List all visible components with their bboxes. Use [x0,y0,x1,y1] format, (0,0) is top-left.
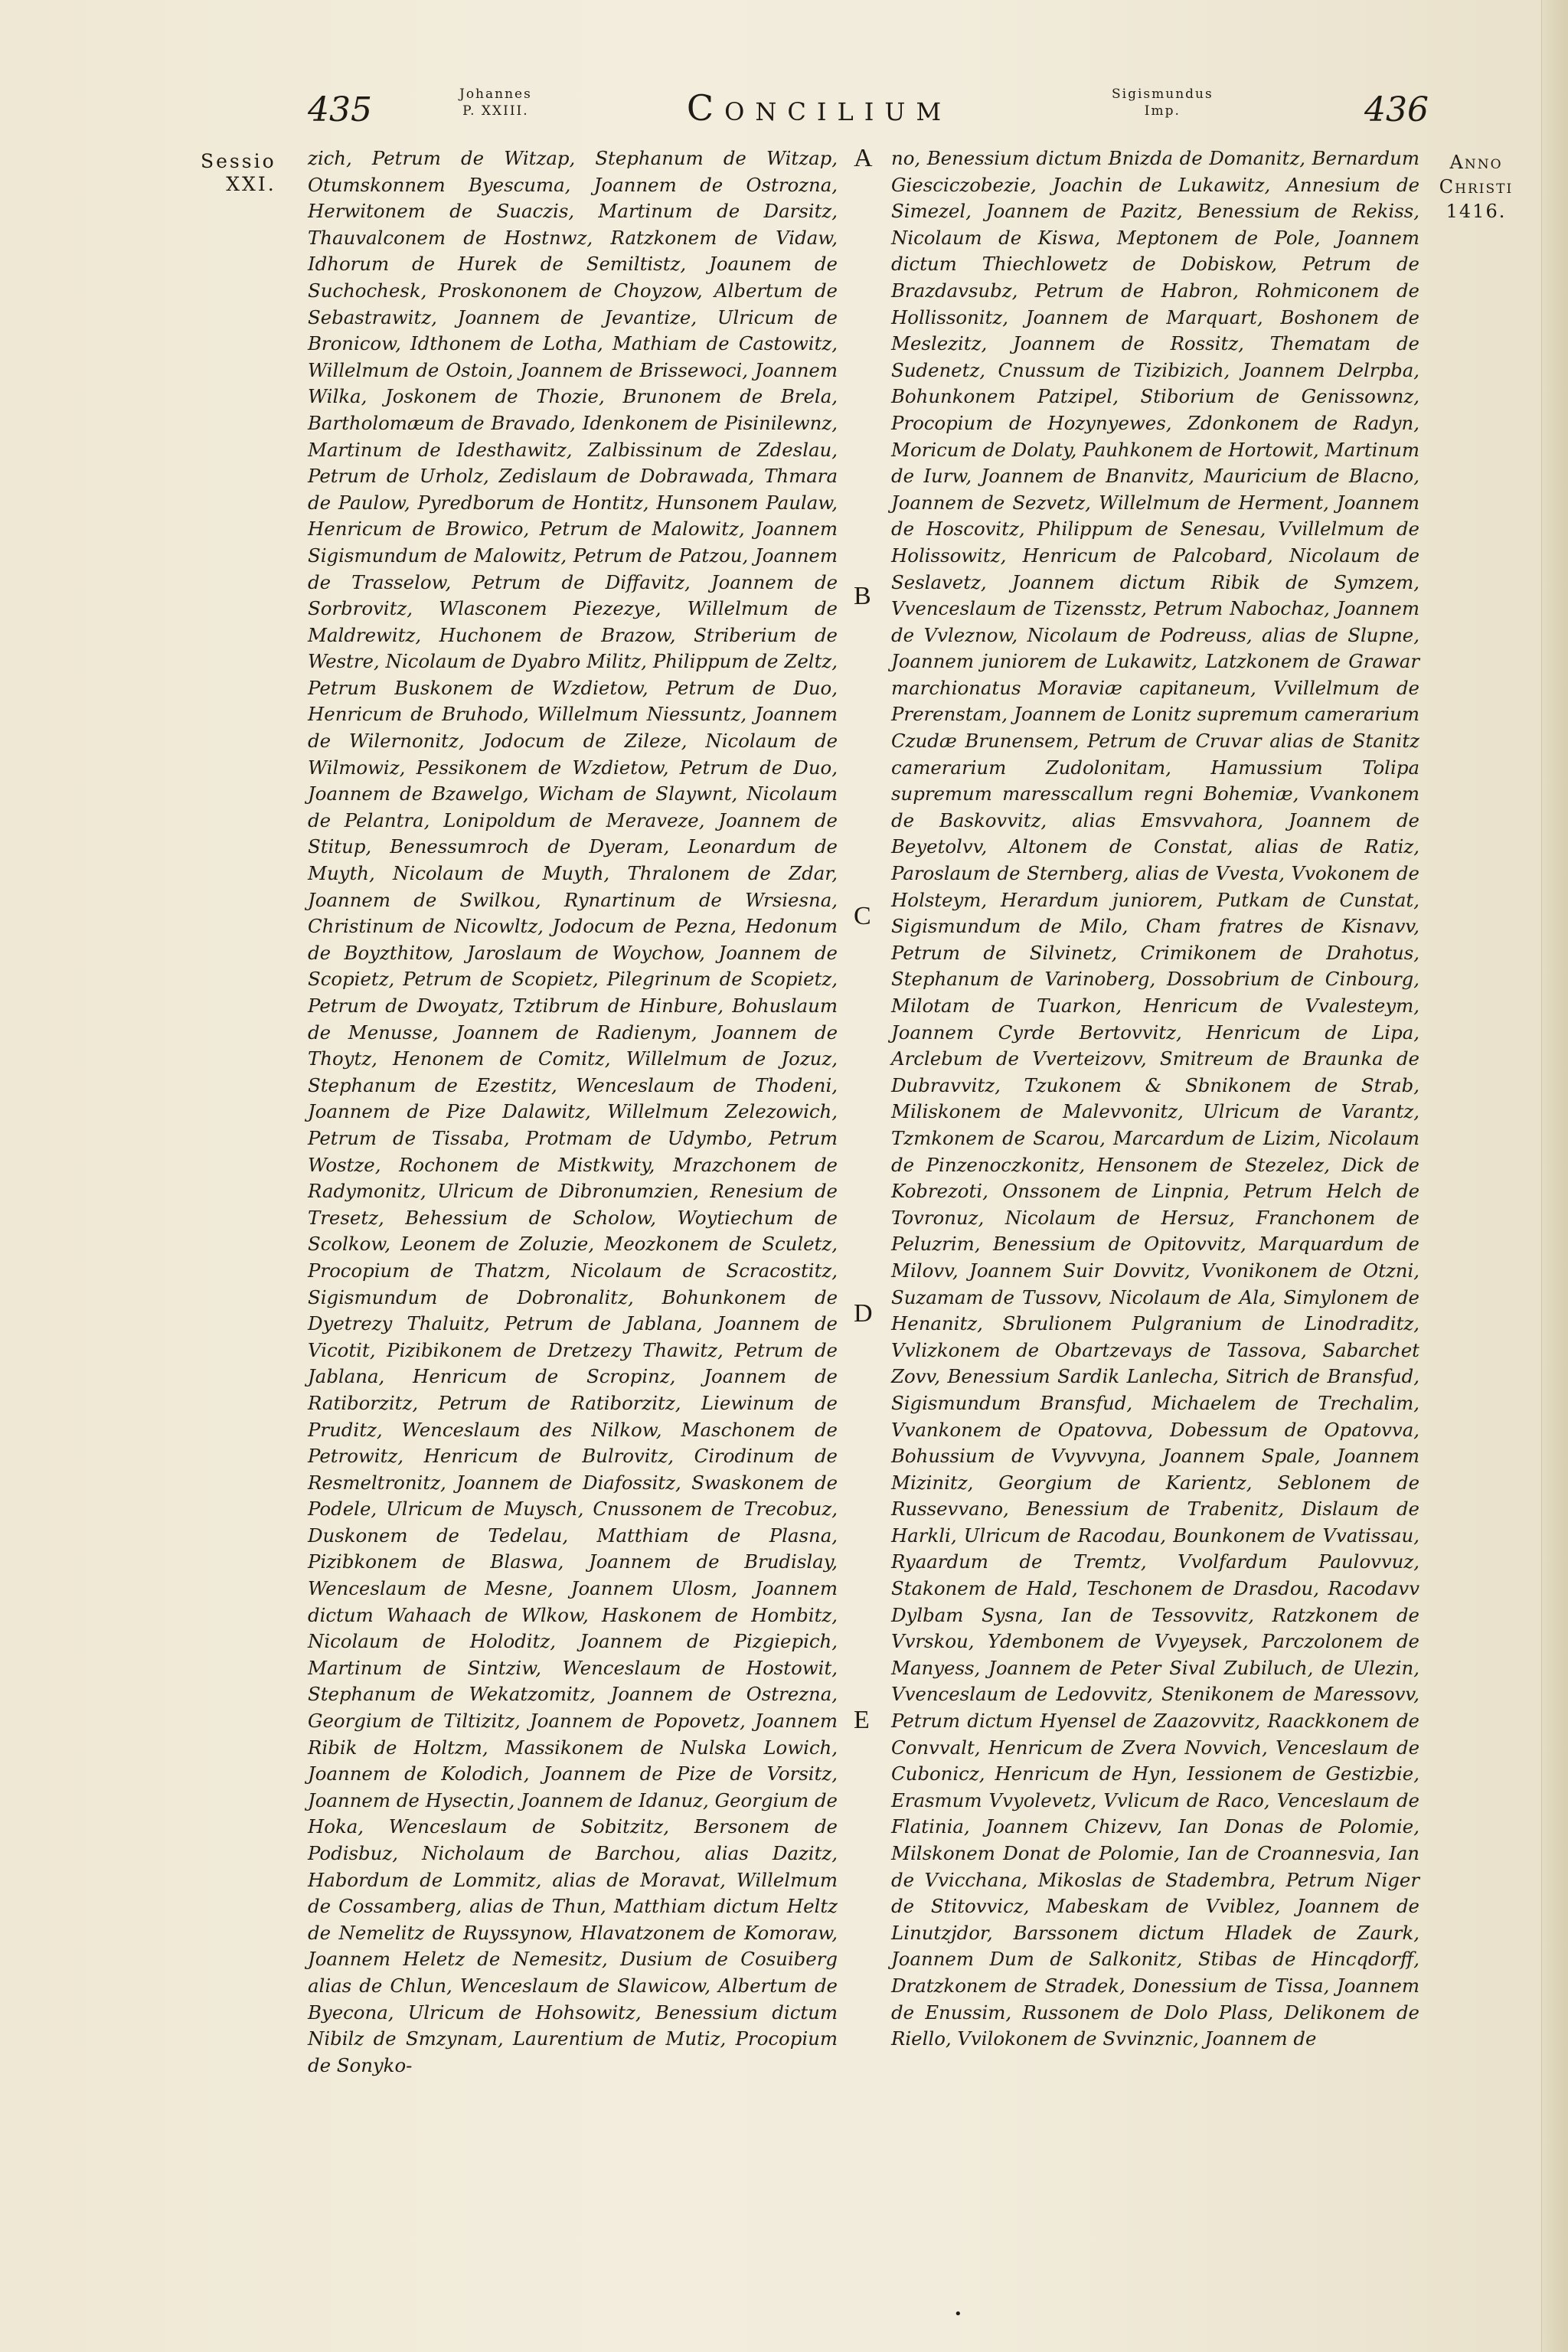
session-number: XXI. [226,173,276,195]
year-marginal-note [1430,150,1522,224]
section-marker-c: C [854,902,871,930]
right-running-head [1112,86,1214,119]
left-text-column: zich, Petrum de Witzap, Stephanum de Witzap, Otumskonnem Byescuma, Joannem de Ostrozna, Herwitonem de Suaczis, Martinum de Darsitz, Thauvalconem de Hostnwz, Ratzkonem de Vidaw, Idhorum de Hurek de Semiltistz, Joaunem de Suchochesk, Proskononem de Choyzow, Albertum de Sebastrawitz, Joannem de Jevantize, Ulricum de Bronicow, Idthonem de Lotha, Mathiam de Castowitz, Willelmum de Ostoin, Joannem de Brissewoci, Joannem Wilka, Joskonem de Thozie, Brunonem de Brela, Bartholomæum de Bravado, Idenkonem de Pisinilewnz, Martinum de Idesthawitz, Zalbissinum de Zdeslau, Petrum de Urholz, Zedislaum de Dobrawada, Thmara de Paulow, Pyredborum de Hontitz, Hunsonem Paulaw, Henricum de Browico, Petrum de Malowitz, Joannem Sigismundum de Malowitz, Petrum de Patzou, Joannem de Trasselow, Petrum de Diffavitz, Joannem de Sorbrovitz, Wlasconem Piezezye, Willelmum de Maldrewitz, Huchonem de Brazow, Striberium de Westre, Nicolaum de Dyabro Militz, Philippum de Zeltz, Petrum Buskonem de Wzdietow, Petrum de Duo, Henricum de Bruhodo, Willelmum Niessuntz, Joannem de Wilernonitz, Jodocum de Zileze, Nicolaum de Wilmowiz, Pessikonem de Wzdietow, Petrum de Duo, Joannem de Bzawelgo, Wicham de Slaywnt, Nicolaum de Pelantra, Lonipoldum de Meraveze, Joannem de Stitup, Benessumroch de Dyeram, Leonardum de Muyth, Nicolaum de Muyth, Thralonem de Zdar, Joannem de Swilkou, Rynartinum de Wrsiesna, Christinum de Nicowltz, Jodocum de Pezna, Hedonum de Boyzthitow, Jaroslaum de Woychow, Joannem de Scopietz, Petrum de Scopietz, Pilegrinum de Scopietz, Petrum de Dwoyatz, Tztibrum de Hinbure, Bohuslaum de Menusse, Joannem de Radienym, Joannem de Thoytz, Henonem de Comitz, Willelmum de Jozuz, Stephanum de Ezestitz, Wenceslaum de Thodeni, Joannem de Pize Dalawitz, Willelmum Zelezowich, Petrum de Tissaba, Protmam de Udymbo, Petrum Wostze, Rochonem de Mistkwity, Mrazchonem de Radymonitz, Ulricum de Dibronumzien, Renesium de Tresetz, Behessium de Scholow, Woytiechum de Scolkow, Leonem de Zoluzie, Meozkonem de Sculetz, Procopium de Thatzm, Nicolaum de Scracostitz, Sigismundum de Dobronalitz, Bohunkonem de Dyetrezy Thaluitz, Petrum de Jablana, Joannem de Vicotit, Pizibikonem de Dretzezy Thawitz, Petrum de Jablana, Henricum de Scropinz, Joannem de Ratiborzitz, Petrum de Ratiborzitz, Liewinum de Pruditz, Wenceslaum des Nilkow, Maschonem de Petrowitz, Henricum de Bulrovitz, Cirodinum de Resmeltronitz, Joannem de Diafossitz, Swaskonem de Podele, Ulricum de Muysch, Cnussonem de Trecobuz, Duskonem de Tedelau, Matthiam de Plasna, Pizibkonem de Blaswa, Joannem de Brudislay, Wenceslaum de Mesne, Joannem Ulosm, Joannem dictum Wahaach de Wlkow, Haskonem de Hombitz, Nicolaum de Holoditz, Joannem de Pizgiepich, Martinum de Sintziw, Wenceslaum de Hostowit, Stephanum de Wekatzomitz, Joannem de Ostrezna, Georgium de Tiltizitz, Joannem de Popovetz, Joannem Ribik de Holtzm, Massikonem de Nulska Lowich, Joannem de Kolodich, Joannem de Pize de Vorsitz, Joannem de Hysectin, Joannem de Idanuz, Georgium de Hoka, Wenceslaum de Sobitzitz, Bersonem de Podisbuz, Nicholaum de Barchou, alias Dazitz, Habordum de Lommitz, alias de Moravat, Willelmum de Cossamberg, alias de Thun, Matthiam dictum Heltz de Nemelitz de Ruyssynow, Hlavatzonem de Komoraw, Joannem Heletz de Nemesitz, Dusium de Cosuiberg alias de Chlun, Wenceslaum de Slawicow, Albertum de Byecona, Ulricum de Hohsowitz, Benessium dictum Nibilz de Smzynam, Laurentium de Mutiz, Procopium de Sonyko- [308,147,838,2076]
session-label: Sessio [201,150,276,172]
left-running-head [459,86,532,119]
section-marker-b: B [854,582,871,610]
right-text-column: no, Benessium dictum Bnizda de Domanitz, Bernardum Giesciczobezie, Joachin de Lukawitz, Annesium de Simezel, Joannem de Pazitz, Benessium de Rekiss, Nicolaum de Kiswa, Meptonem de Pole, Joannem dictum Thiechlowetz de Dobiskow, Petrum de Brazdavsubz, Petrum de Habron, Rohmiconem de Hollissonitz, Joannem de Marquart, Boshonem de Meslezitz, Joannem de Rossitz, Thematam de Sudenetz, Cnussum de Tizibizich, Joannem Delrpba, Bohunkonem Patzipel, Stiborium de Genissownz, Procopium de Hozynyewes, Zdonkonem de Radyn, Moricum de Dolaty, Pauhkonem de Hortowit, Martinum de Iurw, Joannem de Bnanvitz, Mauricium de Blacno, Joannem de Sezvetz, Willelmum de Herment, Joannem de Hoscovitz, Philippum de Senesau, Vvillelmum de Holissowitz, Henricum de Palcobard, Nicolaum de Seslavetz, Joannem dictum Ribik de Symzem, Vvenceslaum de Tizensstz, Petrum Nabochaz, Joannem de Vvleznow, Nicolaum de Podreuss, alias de Slupne, Joannem juniorem de Lukawitz, Latzkonem de Grawar marchionatus Moraviæ capitaneum, Vvillelmum de Prerenstam, Joannem de Lonitz supremum camerarium Czudæ Brunensem, Petrum de Cruvar alias de Stanitz camerarium Zudolonitam, Hamussium Tolipa supremum maresscallum regni Bohemiæ, Vvankonem de Baskovvitz, alias Emsvvahora, Joannem de Beyetolvv, Altonem de Constat, alias de Ratiz, Paroslaum de Sternberg, alias de Vvesta, Vvokonem de Holsteym, Herardum juniorem, Putkam de Cunstat, Sigismundum de Milo, Cham fratres de Kisnavv, Petrum de Silvinetz, Crimikonem de Drahotus, Stephanum de Varinoberg, Dossobrium de Cinbourg, Milotam de Tuarkon, Henricum de Vvalesteym, Joannem Cyrde Bertovvitz, Henricum de Lipa, Arclebum de Vverteizovv, Smitreum de Braunka de Dubravvitz, Tzukonem & Sbnikonem de Strab, Miliskonem de Malevvonitz, Ulricum de Varantz, Tzmkonem de Scarou, Marcardum de Lizim, Nicolaum de Pinzenoczkonitz, Hensonem de Stezelez, Dick de Kobrezoti, Onssonem de Linpnia, Petrum Helch de Tovronuz, Nicolaum de Hersuz, Franchonem de Peluzrim, Benessium de Opitovvitz, Marquardum de Milovv, Joannem Suir Dovvitz, Vvonikonem de Otzni, Suzamam de Tussovv, Nicolaum de Ala, Simylonem de Henanitz, Sbrulionem Pulgranium de Linodraditz, Vvlizkonem de Obartzevays de Tassova, Sabarchet Zovv, Benessium Sardik Lanlecha, Sitrich de Bransfud, Sigismundum Bransfud, Michaelem de Trechalim, Vvankonem de Opatovva, Dobessum de Opatovva, Bohussium de Vvyvvyna, Joannem Spale, Joannem Mizinitz, Georgium de Karientz, Seblonem de Russevvano, Benessium de Trabenitz, Dislaum de Harkli, Ulricum de Racodau, Bounkonem de Vvatissau, Ryaardum de Tremtz, Vvolfardum Paulovvuz, Stakonem de Hald, Teschonem de Drasdou, Racodavv Dylbam Sysna, Ian de Tessovvitz, Ratzkonem de Vvrskou, Ydembonem de Vvyeysek, Parczolonem de Manyess, Joannem de Peter Sival Zubiluch, de Ulezin, Vvenceslaum de Ledovvitz, Stenikonem de Maressovv, Petrum dictum Hyensel de Zaazovvitz, Raackkonem de Convvalt, Henricum de Zvera Novvich, Venceslaum de Cubonicz, Henricum de Hyn, Iessionem de Gestizbie, Erasmum Vvyolevetz, Vvlicum de Raco, Venceslaum de Flatinia, Joannem Chizevv, Ian Donas de Polomie, Milskonem Donat de Polomie, Ian de Croannesvia, Ian de Vvicchana, Mikoslas de Stadembra, Petrum Niger de Stitovvicz, Mabeskam de Vviblez, Joannem de Linutzjdor, Barssonem dictum Hladek de Zaurk, Joannem Dum de Salkonitz, Stibas de Hincqdorff, Dratzkonem de Stradek, Donessium de Tissa, Joannem de Enussim, Russonem de Dolo Plass, Delikonem de Riello, Vvilokonem de Svvinznic, Joannem de [891,147,1419,2050]
section-marker-a: A [854,144,873,172]
right-page-number: 436 [1364,90,1429,129]
left-running-head-line1: Johannes [459,87,532,102]
session-marginal-note [201,150,276,196]
right-running-head-line1: Sigismundus [1112,87,1214,102]
page-title: Concilium [686,87,952,129]
page-edge [1541,0,1568,2352]
section-marker-e: E [854,1706,870,1734]
footer-mark: • [954,2306,962,2322]
left-page-number: 435 [308,90,372,129]
left-running-head-line2: P. XXIII. [462,103,529,119]
christi-label: Christi [1439,176,1514,198]
anno-label: Anno [1449,152,1503,173]
right-running-head-line2: Imp. [1144,103,1181,119]
year-value: 1416. [1446,201,1507,222]
section-marker-d: D [854,1299,873,1328]
